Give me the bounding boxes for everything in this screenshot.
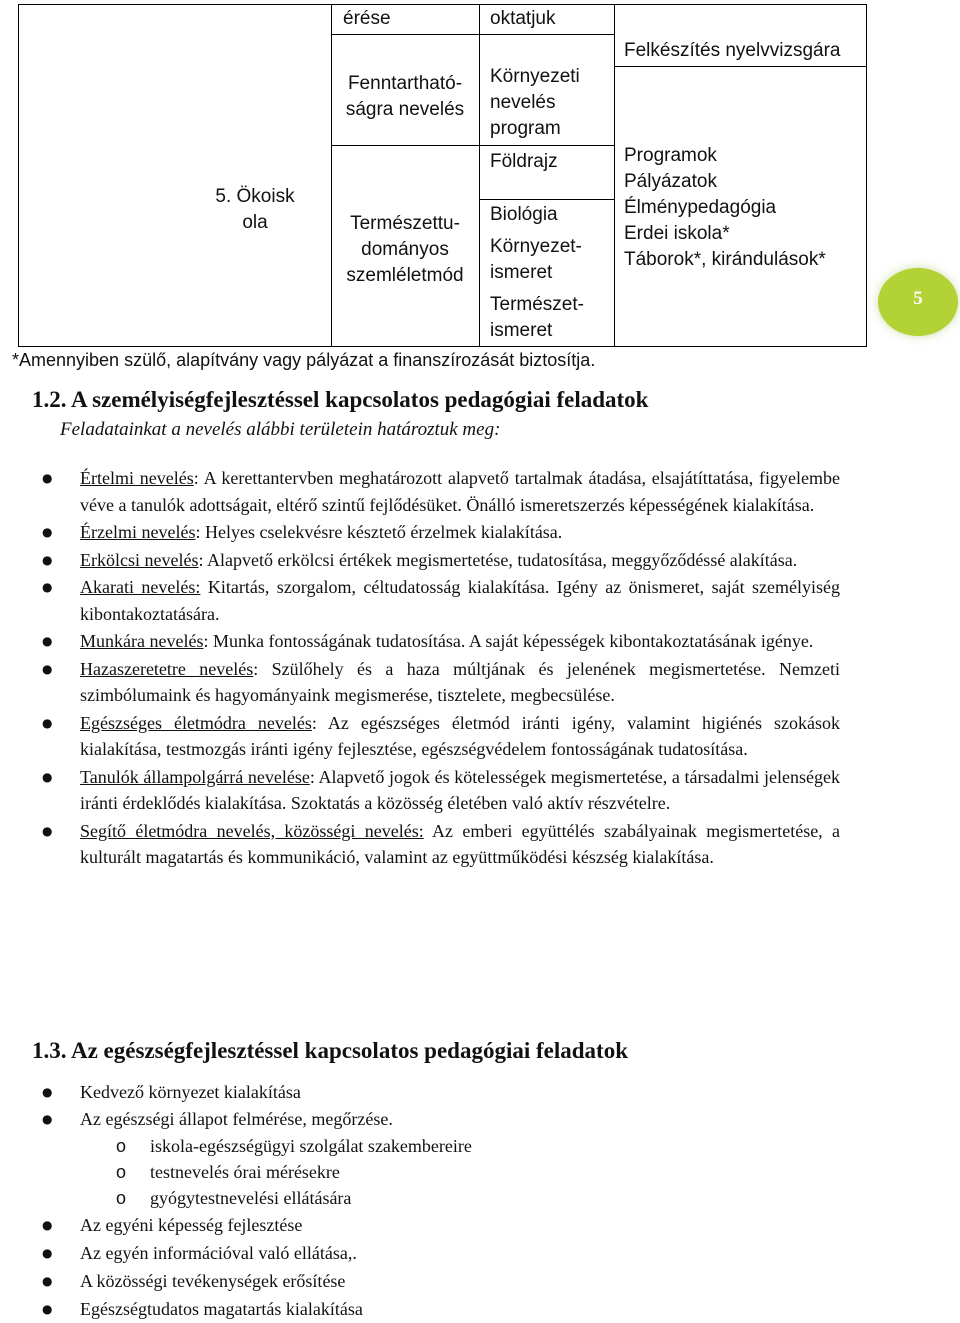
list-item: [38, 574, 840, 627]
list-item-sep: :: [309, 766, 319, 787]
list-item: [38, 710, 840, 763]
list-item-sep: :: [195, 522, 205, 542]
list-item-term: Segítő életmódra nevelés, közösségi nevelés:: [80, 820, 424, 841]
table-border-right: [866, 4, 867, 347]
list-item-term: Egészséges életmódra nevelés: [80, 712, 312, 733]
section-13-heading: 1.3. Az egészségfejlesztéssel kapcsolatos pedagógiai feladatok: [32, 1038, 629, 1063]
col-divider-3: [614, 4, 615, 347]
list-item-sep: :: [253, 658, 272, 679]
row-divider-1: [331, 34, 615, 35]
list-item-sep: [424, 821, 432, 841]
cell-ecoschool: 5. Ökoisk ola: [215, 186, 295, 233]
row-divider-4: [479, 199, 615, 200]
list-item-text: Az egészséges életmód iránti igény, valamint higiénés szokások kialakítása, testmozgás iránti igény fejlesztése, egészségvédelem fontosságának tudatosítása.: [80, 712, 840, 759]
table-border-bottom: [18, 346, 867, 347]
cell-subject-environment: Környezet- ismeret: [490, 236, 582, 283]
footnote: *Amennyiben szülő, alapítvány vagy pályázat a finanszírozását biztosítja.: [12, 350, 596, 370]
list-item: [38, 818, 840, 871]
col-divider-2: [479, 4, 480, 347]
list-item-text: Munka fontosságának tudatosítása. A saját képességek kibontakoztatásának igénye.: [212, 631, 814, 651]
list-item-sep: :: [193, 468, 204, 488]
cell-oktatjuk: oktatjuk: [490, 8, 556, 29]
col-divider-1: [331, 4, 332, 347]
list-item-text: Kitartás, szorgalom, céltudatosság kialakítása. Igény az önismeret, saját személyiség kibontakoztatására.: [80, 577, 841, 624]
list-item: [38, 519, 840, 546]
section-12-list: [38, 465, 840, 872]
list-item: ● Az egészségi állapot felmérése, megőrzése.: [38, 1106, 840, 1133]
cell-subject-biology: Biológia: [490, 204, 558, 225]
sub-list-item: o iskola-egészségügyi szolgálat szakembereire: [38, 1133, 840, 1159]
cell-sustainability: Fenntartható- ságra nevelés: [345, 73, 465, 120]
section-12: [32, 387, 844, 441]
list-item-sep: :: [203, 631, 213, 651]
list-item: [38, 465, 840, 518]
page-number-badge: [878, 268, 958, 336]
section-13-list: [38, 1079, 840, 1323]
section-12-heading: 1.2. A személyiségfejlesztéssel kapcsolatos pedagógiai feladatok: [32, 387, 649, 412]
cell-language-exam: Felkészítés nyelvvizsgára: [624, 40, 841, 61]
row-divider-2: [331, 145, 615, 146]
section-12-intro: Feladatainkat a nevelés alábbi területein határoztuk meg:: [60, 419, 501, 440]
list-item-term: Érzelmi nevelés: [80, 522, 196, 542]
list-item: [38, 764, 840, 817]
list-item-sep: :: [311, 712, 328, 733]
list-item: ● Egészségtudatos magatartás kialakítása: [38, 1295, 840, 1323]
cell-subject-nature: Természet- ismeret: [490, 294, 584, 341]
list-item-term: Hazaszeretetre nevelés: [80, 658, 254, 679]
list-item-term: Erkölcsi nevelés: [80, 549, 199, 570]
list-item: ● Az egyéni képesség fejlesztése: [38, 1211, 840, 1239]
list-item: [38, 656, 840, 709]
list-item-term: Értelmi nevelés: [80, 468, 194, 488]
sub-list-item: o testnevelés órai mérésekre: [38, 1159, 840, 1185]
page-number: 5: [913, 288, 923, 309]
table-border-top: [18, 4, 867, 5]
cell-subject-geography: Földrajz: [490, 151, 558, 172]
list-item-term: Tanulók állampolgárrá nevelése: [80, 766, 310, 787]
cell-erese: érése: [343, 8, 391, 29]
table-border-left: [18, 4, 19, 347]
list-item: ● A közösségi tevékenységek erősítése: [38, 1267, 840, 1295]
list-item-text: Az emberi együttélés szabályainak megismertetése, a kulturált magatartás és kommunikáció, valamint az együttműködési készség kialakítása.: [80, 820, 841, 867]
list-item: [38, 628, 840, 655]
list-item: ● Kedvező környezet kialakítása: [38, 1079, 840, 1106]
list-item: ● Az egyén információval való ellátása,.: [38, 1239, 840, 1267]
list-item-text: Alapvető jogok és kötelességek megismertetése, a társadalmi jelenségek iránti érdeklődés kialakítása. Szoktatás a közösség életében való aktív részvételre.: [80, 766, 840, 813]
list-item-text: Helyes cselekvésre késztető érzelmek kialakítása.: [204, 522, 563, 542]
list-item: [38, 547, 840, 574]
list-item-text: Alapvető erkölcsi értékek megismertetése, tudatosítása, meggyőződéssé alakítása.: [206, 549, 798, 570]
cell-science: Természettu- dományos szemléletmód: [346, 213, 464, 286]
row-divider-3: [614, 66, 867, 67]
list-item-sep: [200, 577, 207, 597]
cell-programs: Programok Pályázatok Élménypedagógia Erdei iskola* Táborok*, kirándulások*: [624, 145, 826, 270]
list-item-text: A kerettantervben meghatározott alapvető tartalmak átadása, elsajátíttatása, figyelembe véve a tanulók adottságait, eltérő szintű fejlődésüket. Önálló ismeretszerzés képességének kialakítása.: [80, 468, 840, 515]
cell-env-program: Környezeti nevelés program: [490, 66, 580, 139]
list-item-text: Szülőhely és a haza múltjának és jelenének megismertetése. Nemzeti szimbólumaink és hagyományaink megismerése, tisztelete, megbecsülése.: [80, 658, 840, 705]
list-item-term: Akarati nevelés:: [80, 577, 201, 597]
list-item-term: Munkára nevelés: [80, 631, 204, 651]
list-item-sep: :: [198, 549, 207, 570]
sub-list-item: o gyógytestnevelési ellátására: [38, 1185, 840, 1211]
